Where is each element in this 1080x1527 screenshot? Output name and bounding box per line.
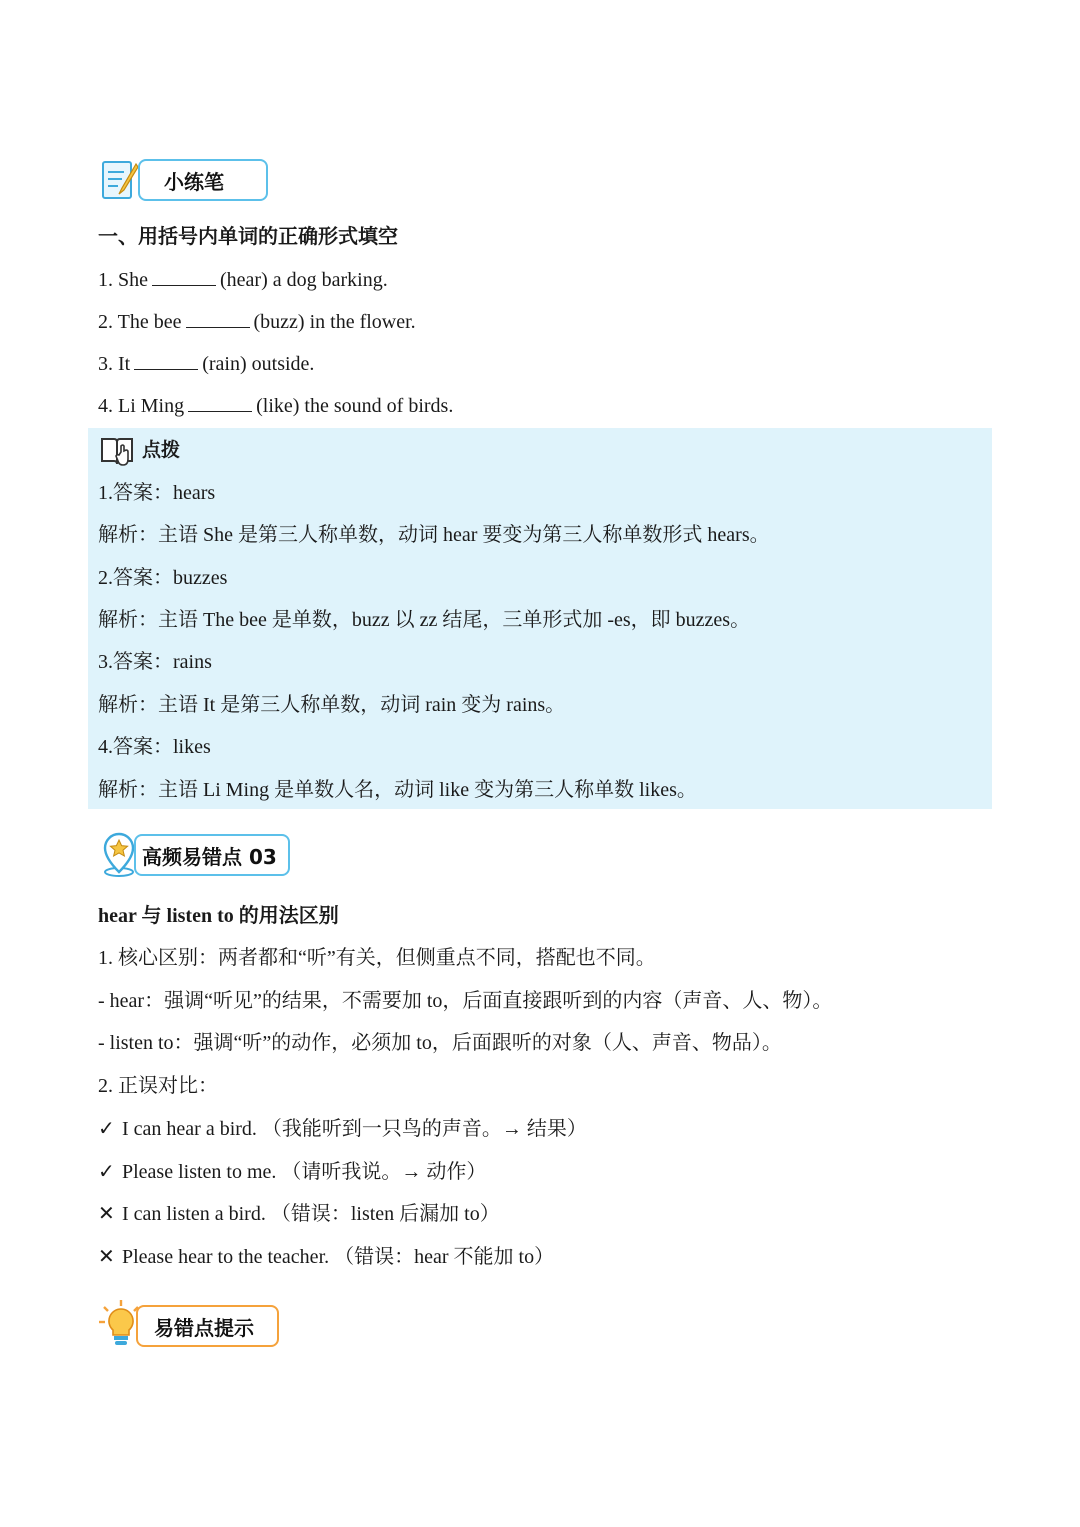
practice-item xyxy=(98,350,314,378)
practice-item-prefix: 4. Li Ming xyxy=(98,395,185,417)
practice-item xyxy=(98,266,388,294)
tip-answer-line: 2.答案：buzzes xyxy=(98,567,228,589)
cross-icon: ✕ xyxy=(98,1244,115,1268)
example-wrong xyxy=(98,1199,500,1228)
mistake-line: - hear：强调“听见”的结果，不需要加 to，后面直接跟听到的内容（声音、人、物）。 xyxy=(98,990,833,1012)
tip-answer-line: 3.答案：rains xyxy=(98,651,212,673)
book-hand-icon xyxy=(99,434,135,468)
practice-item-prefix: 1. She xyxy=(98,269,148,291)
tips-section-label: 点拨 xyxy=(142,439,181,461)
mistake-section-label-text: 高频易错点 03 xyxy=(142,844,277,869)
example-text: I can hear a bird. （我能听到一只鸟的声音。→ 结果） xyxy=(122,1118,587,1140)
practice-item-suffix: (hear) a dog barking. xyxy=(220,269,388,291)
tip-explanation-line: 解析：主语 She 是第三人称单数，动词 hear 要变为第三人称单数形式 hears。 xyxy=(98,524,770,546)
practice-section-label xyxy=(138,159,268,201)
practice-item-suffix: (rain) outside. xyxy=(202,353,315,375)
mistake-line: 1. 核心区别：两者都和“听”有关，但侧重点不同，搭配也不同。 xyxy=(98,947,656,969)
check-icon: ✓ xyxy=(98,1159,115,1183)
practice-item-prefix: 2. The bee xyxy=(98,311,182,333)
cross-icon: ✕ xyxy=(98,1201,115,1225)
answer-blank xyxy=(152,267,216,286)
example-wrong xyxy=(98,1242,554,1271)
tip-answer-line: 1.答案：hears xyxy=(98,482,216,504)
practice-item xyxy=(98,392,453,420)
tip-explanation-line: 解析：主语 It 是第三人称单数，动词 rain 变为 rains。 xyxy=(98,694,566,716)
tip-answer-line: 4.答案：likes xyxy=(98,736,211,758)
example-correct xyxy=(98,1157,486,1186)
practice-item xyxy=(98,308,416,336)
practice-label-icon xyxy=(100,158,140,202)
check-icon: ✓ xyxy=(98,1116,115,1140)
example-text: I can listen a bird. （错误：listen 后漏加 to） xyxy=(122,1203,500,1225)
answer-blank xyxy=(134,351,198,370)
example-correct xyxy=(98,1114,587,1143)
mistake-section-label xyxy=(134,834,290,876)
practice-section-label-text: 小练笔 xyxy=(164,169,224,194)
tip-explanation-line: 解析：主语 Li Ming 是单数人名，动词 like 变为第三人称单数 likes。 xyxy=(98,779,697,801)
mistake-line: - listen to：强调“听”的动作，必须加 to，后面跟听的对象（人、声音、物品）。 xyxy=(98,1032,782,1054)
example-text: Please hear to the teacher. （错误：hear 不能加 to） xyxy=(122,1246,555,1268)
hint-section-label xyxy=(136,1305,279,1347)
answer-blank xyxy=(186,309,250,328)
practice-title: 一、用括号内单词的正确形式填空 xyxy=(98,224,398,248)
mistake-title: hear 与 listen to 的用法区别 xyxy=(98,905,339,927)
example-text: Please listen to me. （请听我说。→ 动作） xyxy=(122,1161,487,1183)
mistake-line: 2. 正误对比： xyxy=(98,1075,218,1097)
practice-item-prefix: 3. It xyxy=(98,353,131,375)
practice-item-suffix: (buzz) in the flower. xyxy=(253,311,416,333)
answer-blank xyxy=(188,393,252,412)
location-star-icon xyxy=(100,832,138,878)
practice-item-suffix: (like) the sound of birds. xyxy=(256,395,454,417)
tip-explanation-line: 解析：主语 The bee 是单数，buzz 以 zz 结尾，三单形式加 -es，即 buzzes。 xyxy=(98,609,751,631)
hint-section-label-text: 易错点提示 xyxy=(154,1315,254,1340)
